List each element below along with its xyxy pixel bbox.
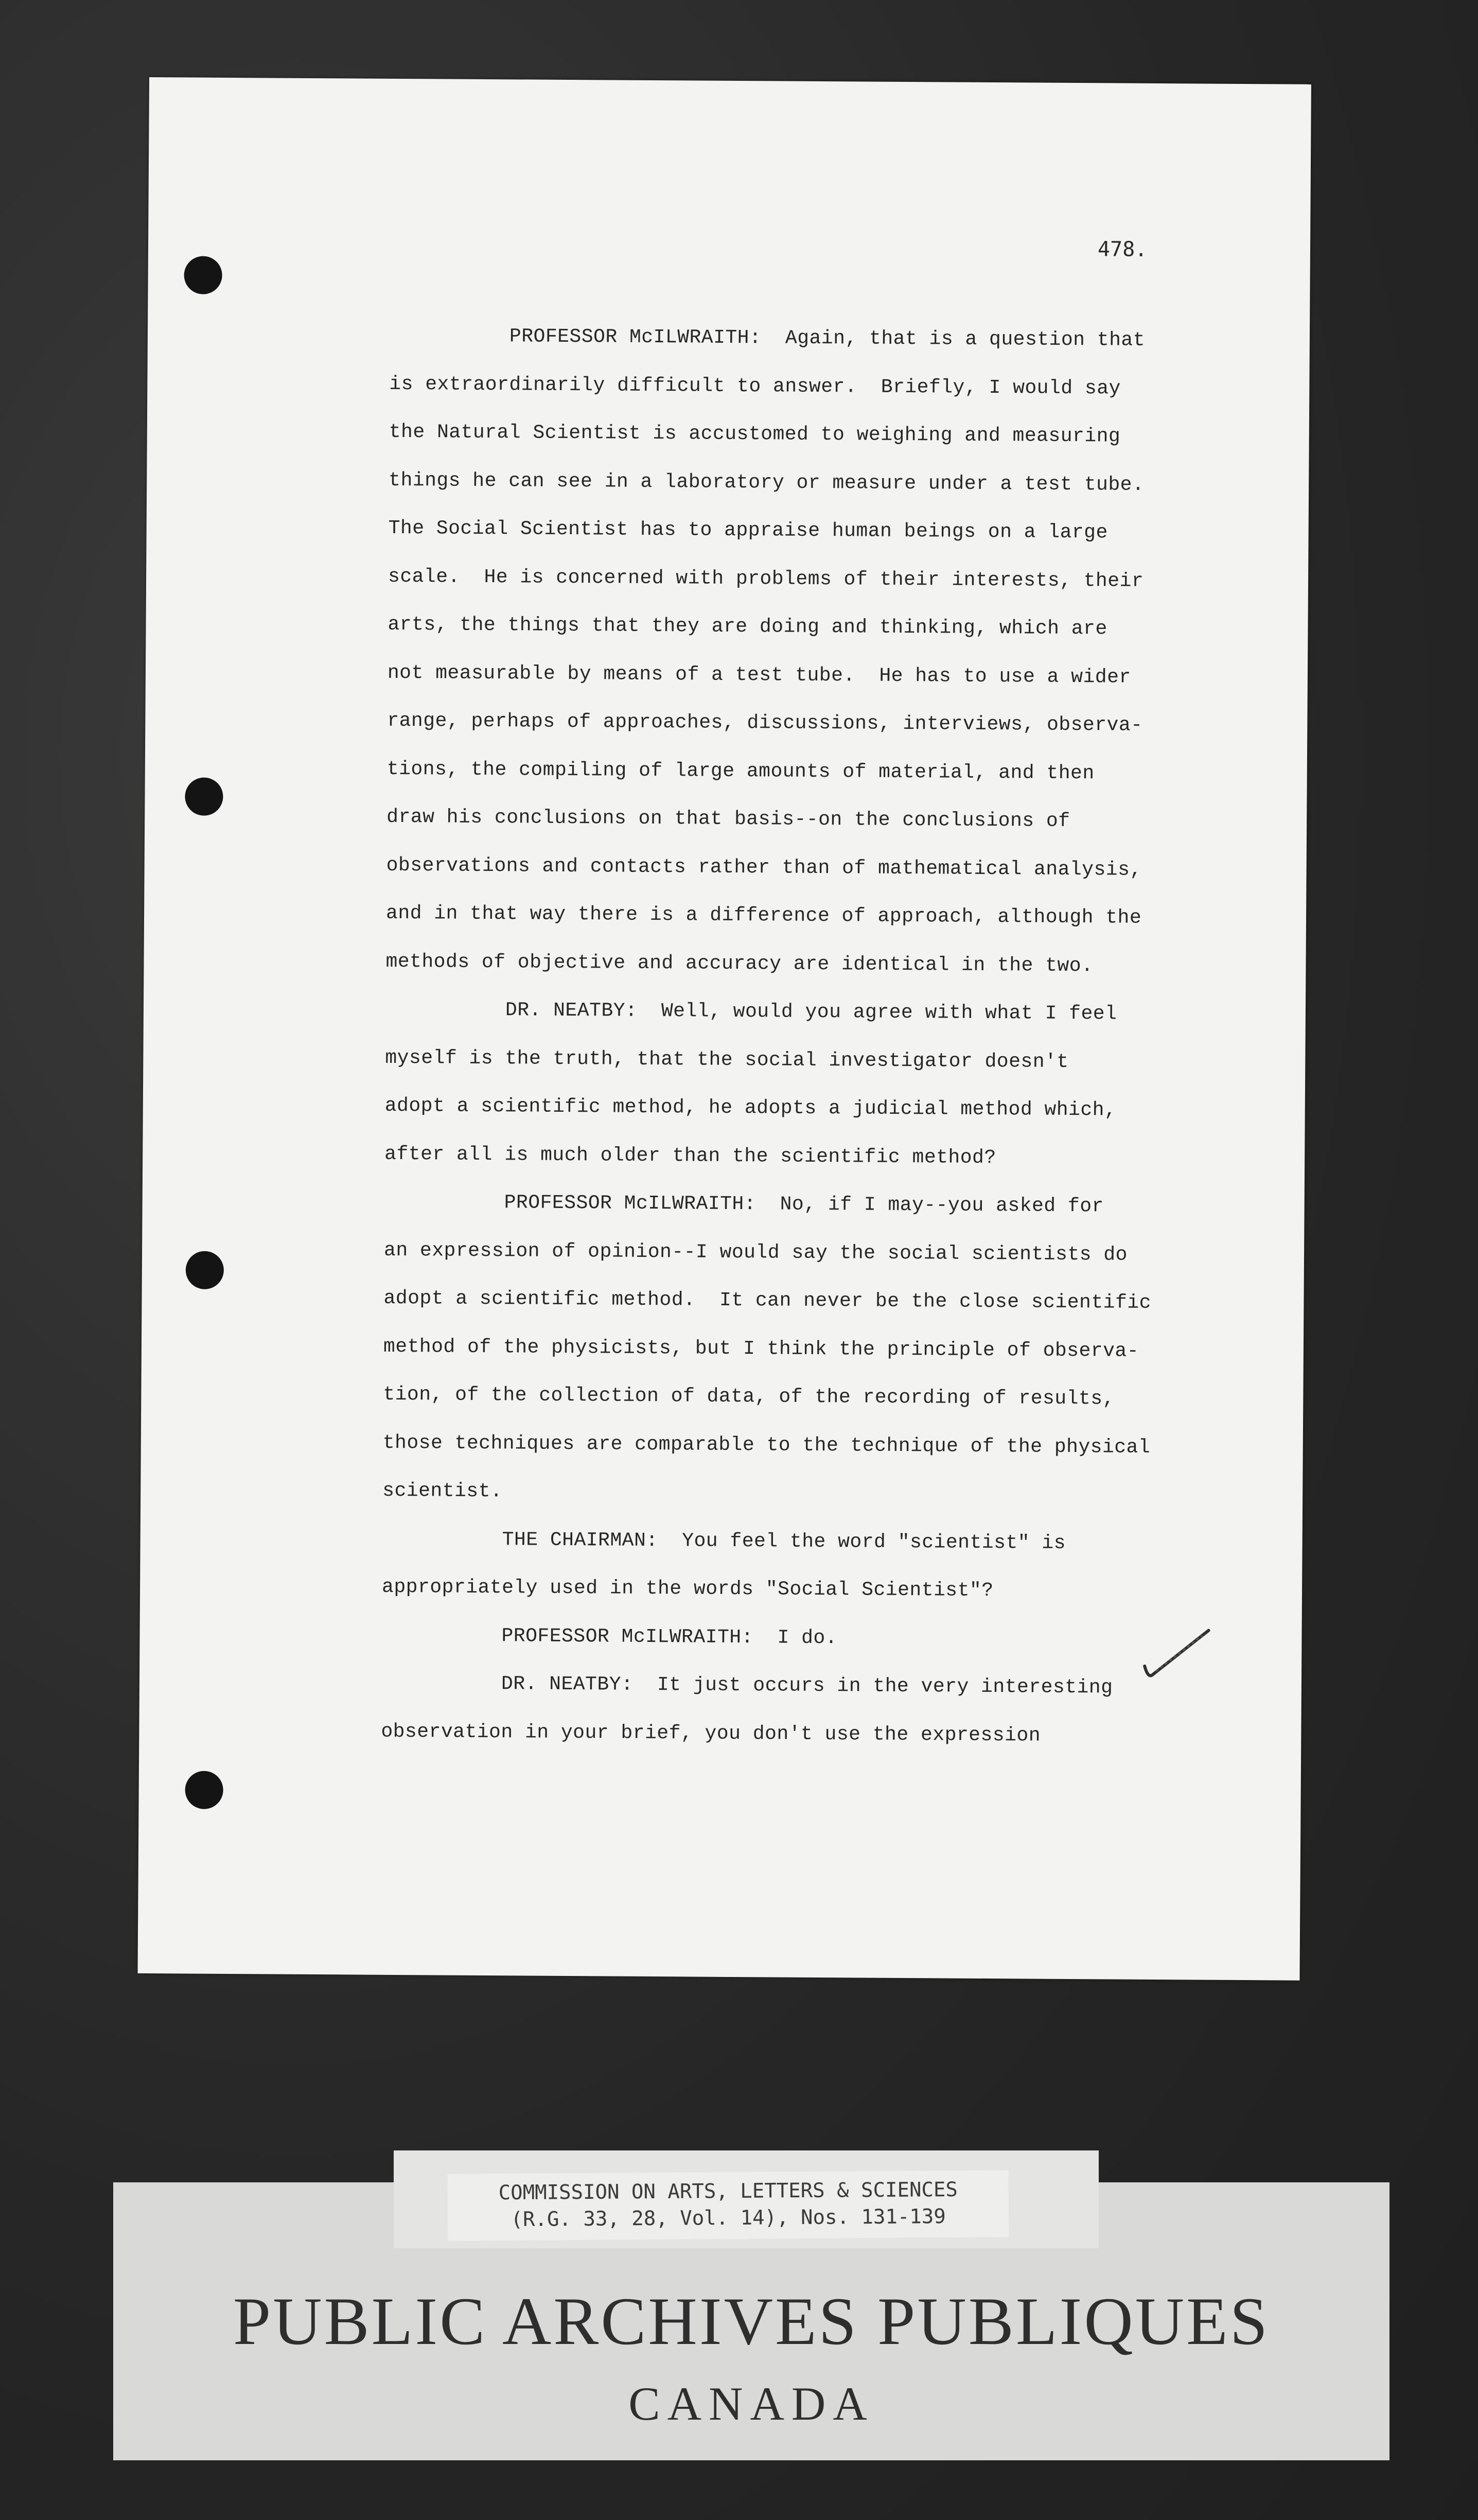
catalog-slip [448,2170,1009,2241]
transcript-line: those techniques are comparable to the technique of the physical [382,1431,1151,1459]
transcript-line: DR. NEATBY: Well, would you agree with what I feel [385,998,1117,1025]
transcript-line: adopt a scientific method, he adopts a judicial method which, [384,1094,1117,1122]
transcript-line: the Natural Scientist is accustomed to weighing and measuring [389,421,1121,448]
transcript-line: scale. He is concerned with problems of their interests, their [388,565,1144,592]
catalog-reference-line: (R.G. 33, 28, Vol. 14), Nos. 131-139 [511,2205,946,2231]
transcript-line: method of the physicists, but I think the principle of observa- [383,1335,1139,1362]
archives-title: PUBLIC ARCHIVES PUBLIQUES [233,2283,1270,2359]
transcript-line: THE CHAIRMAN: You feel the word "scientist" is [382,1528,1066,1554]
transcript-line: methods of objective and accuracy are identical in the two. [385,950,1094,977]
transcript-line: PROFESSOR McILWRAITH: Again, that is a question that [389,324,1146,352]
transcript-line: appropriately used in the words "Social Scientist"? [381,1576,994,1602]
transcript-body [381,321,1162,1769]
punch-hole [186,1251,224,1289]
transcript-line: an expression of opinion--I would say the social scientists do [383,1239,1128,1266]
transcript-line: observations and contacts rather than of mathematical analysis, [386,854,1142,881]
transcript-line: range, perhaps of approaches, discussions, interviews, observa- [387,709,1143,737]
punch-hole [185,777,223,815]
transcript-line: observation in your brief, you don't use the expression [381,1720,1041,1747]
transcript-line: and in that way there is a difference of approach, although the [385,902,1142,929]
transcript-line: after all is much older than the scientific method? [384,1143,996,1169]
transcript-line: DR. NEATBY: It just occurs in the very interesting [381,1672,1113,1699]
transcript-line: draw his conclusions on that basis--on the conclusions of [386,806,1070,832]
transcript-line: PROFESSOR McILWRAITH: No, if I may--you asked for [384,1191,1104,1218]
punch-hole [184,256,222,294]
page-number: 478. [1097,237,1148,261]
transcript-line: is extraordinarily difficult to answer. Briefly, I would say [389,373,1121,400]
handwritten-tick-mark [1140,1620,1213,1687]
transcript-line: things he can see in a laboratory or measure under a test tube. [389,469,1145,496]
transcript-line: scientist. [382,1479,503,1503]
transcript-line: arts, the things that they are doing and thinking, which are [388,613,1107,640]
transcript-line: not measurable by means of a test tube. He has to use a wider [387,661,1131,689]
transcript-line: The Social Scientist has to appraise human beings on a large [388,517,1108,544]
archives-country: CANADA [628,2377,874,2430]
transcript-line: myself is the truth, that the social investigator doesn't [385,1046,1069,1073]
transcript-line: adopt a scientific method. It can never be the close scientific [383,1287,1152,1314]
transcript-line: tion, of the collection of data, of the recording of results, [383,1383,1115,1410]
document-page [137,77,1311,1981]
transcript-line: tions, the compiling of large amounts of material, and then [386,758,1095,784]
catalog-collection-line: COMMISSION ON ARTS, LETTERS & SCIENCES [498,2178,958,2205]
transcript-line: PROFESSOR McILWRAITH: I do. [381,1624,838,1649]
punch-hole [185,1771,223,1809]
